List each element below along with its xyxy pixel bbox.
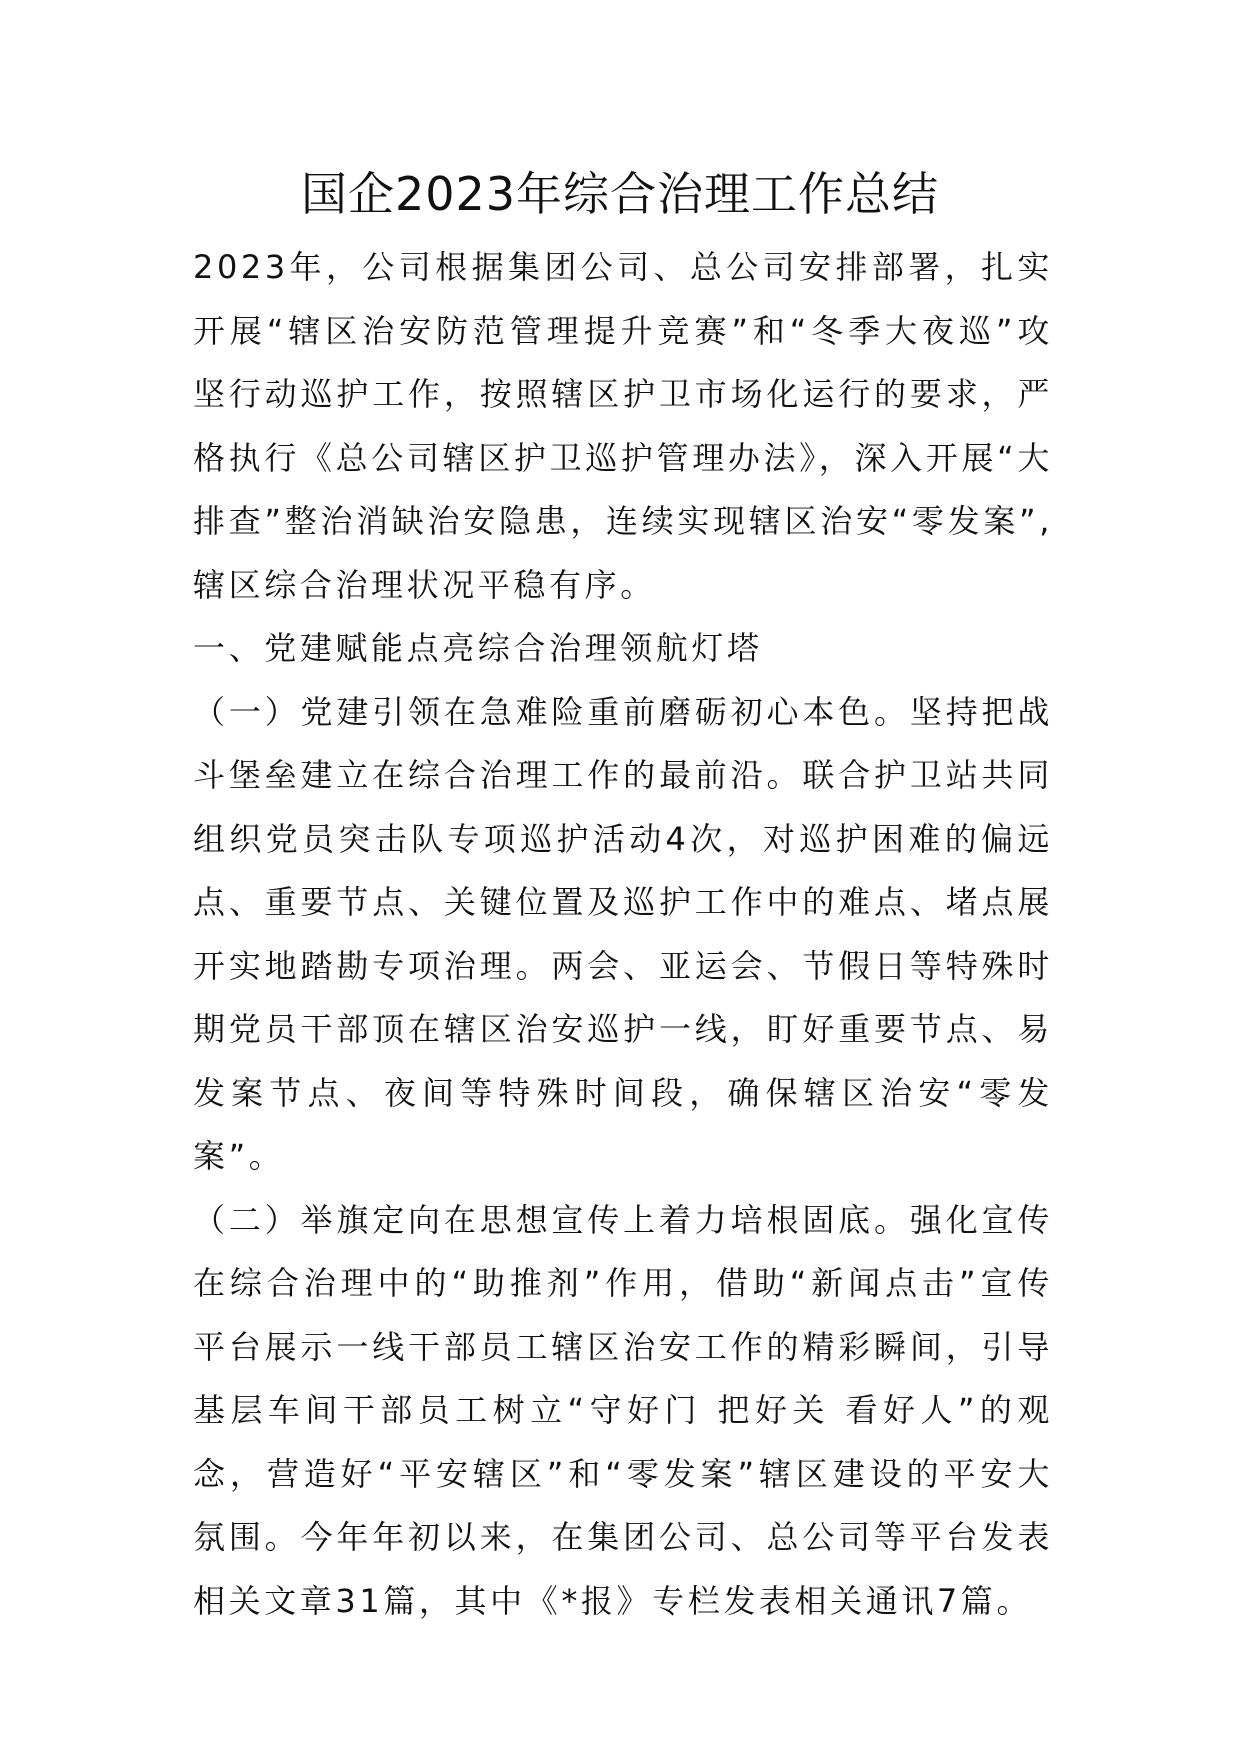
section-heading: 一、党建赋能点亮综合治理领航灯塔: [193, 629, 763, 667]
section-paragraph-2: （二）举旗定向在思想宣传上着力培根固底。强化宣传在综合治理中的“助推剂”作用，借助“新闻点击”宣传平台展示一线干部员工辖区治安工作的精彩瞬间，引导基层车间干部员工树立“守好门 把好关 看好人”的观念，营造好“平安辖区”和“零发案”辖区建设的平安大氛围。今年年初以来，在集团公司、总公司等平台发表相关文章31篇，其中《*报》专栏发表相关通讯7篇。: [193, 1200, 1053, 1620]
document-body: [193, 236, 1053, 1633]
section-paragraph-1: （一）党建引领在急难险重前磨砺初心本色。坚持把战斗堡垒建立在综合治理工作的最前沿。联合护卫站共同组织党员突击队专项巡护活动4次，对巡护困难的偏远点、重要节点、关键位置及巡护工作中的难点、堵点展开实地踏勘专项治理。两会、亚运会、节假日等特殊时期党员干部顶在辖区治安巡护一线，盯好重要节点、易发案节点、夜间等特殊时间段，确保辖区治安“零发案”。: [193, 692, 1053, 1175]
document-title: 国企2023年综合治理工作总结: [300, 167, 940, 221]
intro-paragraph: 2023年，公司根据集团公司、总公司安排部署，扎实开展“辖区治安防范管理提升竞赛”和“冬季大夜巡”攻坚行动巡护工作，按照辖区护卫市场化运行的要求，严格执行《总公司辖区护卫巡护管理办法》，深入开展“大排查”整治消缺治安隐患，连续实现辖区治安“零发案”,辖区综合治理状况平稳有序。: [193, 248, 1053, 604]
